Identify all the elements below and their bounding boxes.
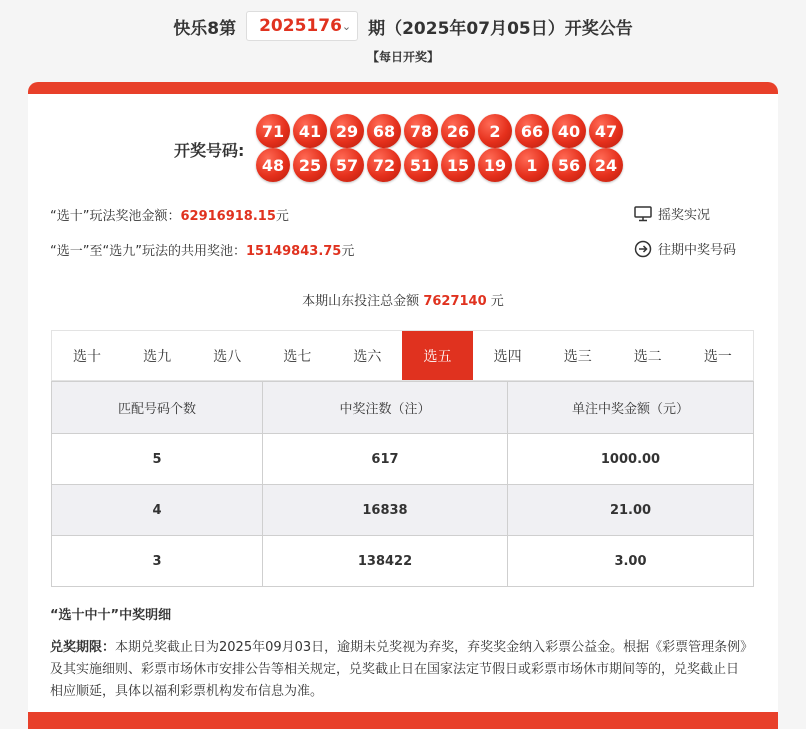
number-ball: 25 xyxy=(293,148,327,182)
result-card xyxy=(28,82,778,729)
table-row xyxy=(52,434,754,485)
tab-8[interactable]: 选三 xyxy=(563,348,592,365)
number-ball: 15 xyxy=(441,148,475,182)
balls-row-2 xyxy=(256,148,623,182)
number-ball: 78 xyxy=(404,114,438,148)
prize-cell: 1000.00 xyxy=(508,434,754,485)
table-header-row xyxy=(52,382,754,434)
total-sales xyxy=(28,290,778,309)
number-ball: 41 xyxy=(293,114,327,148)
prize-cell: 3.00 xyxy=(508,536,754,587)
number-ball: 26 xyxy=(441,114,475,148)
tab-5[interactable]: 选六 xyxy=(353,348,382,365)
page-header xyxy=(0,10,806,42)
col-header-winners: 中奖注数（注） xyxy=(263,382,508,434)
prize-table xyxy=(51,381,754,587)
winners-cell: 138422 xyxy=(263,536,508,587)
number-ball: 51 xyxy=(404,148,438,182)
notice-text: 本期兑奖截止日为2025年09月03日，逾期未兑奖视为弃奖，弃奖奖金纳入彩票公益金。根据《彩票管理条例》及其实施细则、彩票市场休市安排公告等相关规定，兑奖截止日在国家法定节假日或彩票市场休市期间等的，兑奖截止日相应顺延，具体以福利彩票机构发布信息为准。 xyxy=(50,640,747,699)
number-ball: 48 xyxy=(256,148,290,182)
number-ball: 47 xyxy=(589,114,623,148)
total-sales-label: 本期山东投注总金额 xyxy=(302,294,420,309)
number-ball: 72 xyxy=(367,148,401,182)
pick10-detail-title: “选十中十”中奖明细 xyxy=(50,608,172,623)
number-ball: 1 xyxy=(515,148,549,182)
col-header-match: 匹配号码个数 xyxy=(52,382,263,434)
number-ball: 66 xyxy=(515,114,549,148)
shared-pool xyxy=(50,240,354,259)
card-bottom-bar xyxy=(28,712,778,729)
tab-9[interactable]: 选二 xyxy=(633,348,662,365)
live-draw-link[interactable] xyxy=(634,204,710,223)
tab-3[interactable]: 选八 xyxy=(213,348,242,365)
number-ball: 71 xyxy=(256,114,290,148)
card-top-bar xyxy=(28,82,778,94)
match-count-cell: 5 xyxy=(52,434,263,485)
total-sales-unit: 元 xyxy=(490,294,504,309)
tab-4[interactable]: 选七 xyxy=(283,348,312,365)
title-prefix: 快乐8第 xyxy=(173,18,237,39)
history-numbers-link[interactable] xyxy=(634,239,736,258)
shared-pool-unit: 元 xyxy=(341,244,355,259)
monitor-icon xyxy=(634,206,652,222)
issue-number: 2025176 xyxy=(259,16,342,36)
issue-select[interactable] xyxy=(246,11,358,41)
winners-cell: 617 xyxy=(263,434,508,485)
shared-pool-value: 15149843.75 xyxy=(245,244,342,259)
tab-1[interactable]: 选十 xyxy=(73,348,102,365)
notice-label: 兑奖期限： xyxy=(50,640,116,655)
history-numbers-label: 往期中奖号码 xyxy=(658,243,737,258)
number-ball: 2 xyxy=(478,114,512,148)
table-row xyxy=(52,536,754,587)
draw-numbers-label: 开奖号码: xyxy=(174,141,245,160)
table-row xyxy=(52,485,754,536)
play-type-tabs xyxy=(51,330,754,381)
tab-10[interactable]: 选一 xyxy=(703,348,732,365)
tab-6[interactable]: 选五 xyxy=(402,331,472,380)
number-ball: 40 xyxy=(552,114,586,148)
balls-row-1 xyxy=(256,114,623,148)
daily-draw-tag: 【每日开奖】 xyxy=(366,50,439,64)
live-draw-label: 摇奖实况 xyxy=(658,208,711,223)
number-ball: 29 xyxy=(330,114,364,148)
pick10-pool-unit: 元 xyxy=(275,209,289,224)
tab-2[interactable]: 选九 xyxy=(143,348,172,365)
total-sales-value: 7627140 xyxy=(423,294,487,309)
number-ball: 57 xyxy=(330,148,364,182)
match-count-cell: 3 xyxy=(52,536,263,587)
title-suffix: 期（2025年07月05日）开奖公告 xyxy=(368,18,633,39)
prize-cell: 21.00 xyxy=(508,485,754,536)
redemption-notice xyxy=(50,637,750,703)
tab-7[interactable]: 选四 xyxy=(493,348,522,365)
number-ball: 24 xyxy=(589,148,623,182)
pick10-pool xyxy=(50,205,289,224)
shared-pool-label: “选一”至“选九”玩法的共用奖池： xyxy=(50,244,246,259)
number-ball: 68 xyxy=(367,114,401,148)
match-count-cell: 4 xyxy=(52,485,263,536)
arrow-circle-right-icon xyxy=(634,240,652,258)
number-ball: 56 xyxy=(552,148,586,182)
number-ball: 19 xyxy=(478,148,512,182)
col-header-prize: 单注中奖金额（元） xyxy=(508,382,754,434)
pick10-pool-value: 62916918.15 xyxy=(180,209,276,224)
winners-cell: 16838 xyxy=(263,485,508,536)
chevron-down-icon: ⌄ xyxy=(341,19,352,33)
pick10-pool-label: “选十”玩法奖池金额： xyxy=(50,209,181,224)
